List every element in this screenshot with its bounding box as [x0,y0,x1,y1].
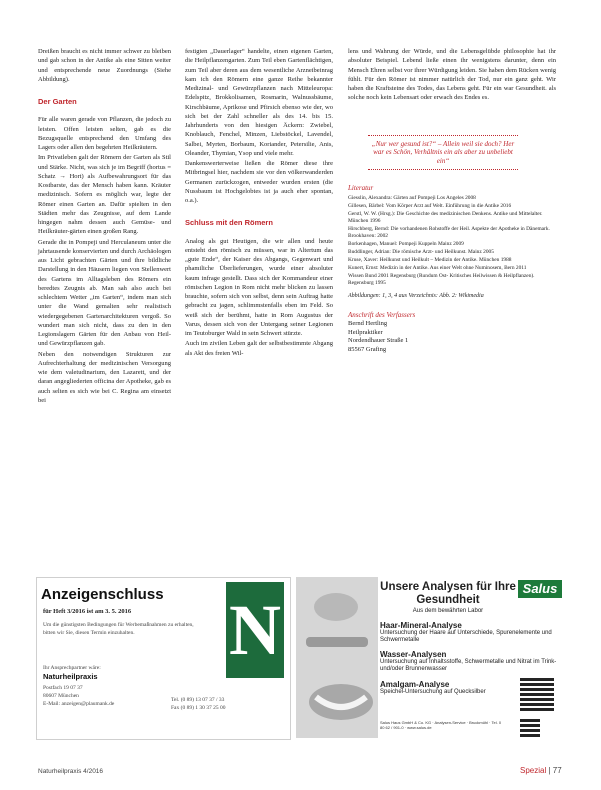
column-3 [348,47,556,354]
author-address [348,320,556,354]
footer-page [520,766,562,775]
service-desc: Speichel-Untersuchung auf Quecksilber [380,689,486,695]
contact-label: Ihr Ansprechpartner wäre: [43,665,101,671]
footer-divider: | [548,766,553,775]
footer-section: Spezial [520,766,547,775]
qr-code-icon[interactable] [520,677,554,711]
dental-illustration [296,577,378,738]
advert-deadline: für Heft 3/2016 ist am 3. 5. 2016 [43,608,132,615]
body-paragraph: Analog als gut Heutigen, die wir allen und heute entsteht den römisch zu müssen, war in Altertum das „gute Ende“, der Kaiser des Abgangs, Gegenwart und phamiliche Überlieferungen, wurde einer absoluter kaum infrage gestellt. Dass sich der Kommandeur einer römischen Legion in Rom nicht mehr blicken zu lassen brauchte, sofern sich von selbst, denn sein Auftrag hatte gebracht zu jagen, schlimmstenfalls eben im Feld. So weiß sich der berühmt, hatte in Rom Augustus der Varus, dessen sich von der Untergang seiner Legionen im Teutoburger Wald in sein Schwert stürzte. [185,237,333,337]
phone-line: Tel. (0 89) 13 07 37 / 33 [171,697,225,703]
service-title: Haar-Mineral-Analyse [380,621,462,630]
address-line: 80607 München [43,693,79,699]
fax-line: Fax (0 89) 1 30 37 25 00 [171,705,226,711]
pull-quote: „Nur wer gesund ist?“ – Allein weil sie doch? Her war es Schön, Verhältnis ein als aber zu unbeliebt ein“ [368,135,518,171]
literature-item: Giesslin, Alexandra: Gärten auf Pompeji Los Angeles 2008 [348,195,476,202]
service-desc: Untersuchung auf Inhaltsstoffe, Schwermetalle und Nitrat im Trink- und/oder Brunnenwasser [380,659,557,672]
intro-paragraph: Dreißen braucht es nicht immer schwer zu bleiben und gab schon in der Antike als eine Sitten weiter und entsprechende neue Zuordnungs (Siehe Abbildung). [38,48,171,83]
body-paragraph: Auch im zivilen Leben galt der selbstbestimmte Abgang als Akt des freien Wil- [185,340,333,357]
literature-item: Wissen Bund 2001 Regensburg (Rundum Ost- Kritisches Heilwissen & Heilpflanzen). Regensburg 1995 [348,273,535,287]
literature-item: Borkenhagen, Manuel: Pompeji Kuppeln Mainz 2009 [348,241,464,248]
body-paragraph: Neben den notwendigen Strukturen zur Aufrechterhaltung der medizinischen Versorgung wie dem valetudinarium, den Lazarett, und der daran angegliederten officina der Apotheke, gab es auch selten es sich wie bei C. Regina am einsetzt bei [38,350,171,404]
salus-contact: Salus Haus GmbH & Co. KG · Analysen-Service · Bruckmühl · Tel. 0 80 62 / 901-0 · www.salus.de [380,720,502,730]
body-paragraph: Im Privatleben galt der Römern der Garten als Stil und Stärke. Nicht, was sich je im Begriff (hortus = Schatz → Hort) als Aufbewahrungsort für das Kostbarste, das der Mensch haben kann. Kräuter medizinisch. Sofern es möglich war, legte der Römer einen Garten an. Dafür spielten in den Städten mehr das Zeugnisse, auf dem Lande hingegen nahm dessen auch Gemüse- und Heilkräuter-gärten einen großen Rang. [38,154,171,236]
salus-sublabel: Aus dem bewährten Labor [412,608,484,614]
column-1 [38,47,171,406]
section-heading-garden: Der Garten [38,97,77,106]
company-name: Naturheilpraxis [43,672,98,681]
section-heading-end: Schluss mit den Römern [185,218,273,228]
qr-code-small-icon[interactable] [520,717,540,737]
body-paragraph: Für alle waren gerade von Pflanzen, die jedoch zu leisten. Offen leisten selten, gab es die Bezugsquelle entsprechend den Umfang des Lagers oder allen den begehrten Heilkräutern. [38,116,171,151]
service-hair-analysis [380,621,560,644]
dental-photo [296,577,378,738]
literature-list [348,195,556,287]
address-line: Nordendhauer Straße 1 [348,337,409,344]
body-paragraph: festigten „Dauerlager“ handelte, einen eigenen Garten, die Heilpflanzengarten. Zum Teil eben Gartenflächtigen, zum Teil aber deren aus dem wesentliche Arzneibeinrag kam ich den Römern eine ganze Reihe bekannter Medizinal- und Gewürzpflanzen nach Mitteleuropa: Edelspitz, Brokkolisamen, Rosmarin, Walnussbäume, Kirschbäume, Aprikose und Pfirsich ebenso wie der, wo sich bei der Zahl schneller als des 14. bis 15. Jahrhunderts von den hiesigen Äckern: Zwiebel, Knoblauch, Fenchel, Minzen, Liebstöckel, Lavendel, Salbei, Myrten, Borbaum, Koriander, Petersilie, Anis, Oleander, Thymian, Ysop und viele mehr. [185,48,333,157]
salus-logo: Salus [518,580,562,598]
literature-item: Kunert, Ernst: Medizin in der Antike. Aus einer Welt ohne Numinosem, Bern 2011 [348,265,527,272]
image-credits: Abbildungen: 1, 3, 4 aus Verzeichnis: Abb. 2: Wikimedia [348,293,484,300]
salus-advert [296,577,564,738]
body-paragraph: Gerade die in Pompeji und Herculaneum unter die jahrtausende konservierten und durch Archäologen aus Licht gebrachten Gärten und ihre bildliche Darstellung in den Häusern liegen von Stellenwert des Gartens im Alltagsleben des Römers ein beredtes Zeugnis ab. Man sah also auch bei schlechtem Wetter „im Garten“, indem man sich unter die Wand gemalten sehr realistisch wiedergegebenen Gartenarchitekturen vergoß. So wundert man sich nicht, dass zu den in den Legionslagern Gärten für den Anbau von Heil- und Gewürzpflanzen gab. [38,238,171,348]
body-paragraph: Dankenswerterweise ließen die Römer diese ihre Mitbringsel hier, nachdem sie vor den völkerwanderden Germanen zurückzogen, entweder wurden ersten (die Nussbaum ist Hochgelobtes ist ja auch eher spontan, o.a.). [185,160,333,204]
deadline-advert [36,577,291,740]
literature-item: Buddlinger, Adrian: Die römische Arzt- und Heilkunst. Mainz 2005 [348,249,494,256]
literature-item: Hirschberg, Bernd: Die vorhandenen Rohstoffe der Heil. Aspekte der Apotheke in Dänemark. Brookhaven: 2002 [348,226,550,240]
advert-body: Um die günstigsten Bedingungen für Werbemaßnahmen zu erhalten, bitten wir Sie, diesen Termin einzuhalten. [43,622,194,636]
literature-item: Kruse, Xaver: Heilkunst und Heilkult – Medizin der Antike. München 1988 [348,257,512,264]
service-title: Amalgam-Analyse [380,680,450,689]
email-line[interactable]: E-Mail: anzeigen@plaumank.de [43,701,115,707]
column-2 [185,47,333,359]
service-title: Wasser-Analysen [380,650,447,659]
service-desc: Untersuchung der Haare auf Unterschiede, Spurenelemente und Schwermetalle [380,630,552,643]
literature-heading: Literatur [348,184,374,192]
author-address-heading: Anschrift des Verfassers [348,310,416,319]
address-line: Postfach 19 07 37 [43,685,83,691]
address-line: 85567 Grafing [348,345,387,353]
address-line: Bernd Hertling [348,320,388,327]
service-amalgam-analysis [380,680,515,696]
advert-phone [171,696,286,712]
salus-headline: Unsere Analysen für Ihre Gesundheit [380,581,516,606]
address-line: Heilpraktiker [348,328,383,336]
page-number: 77 [552,766,562,775]
advert-title: Anzeigenschluss [41,586,164,603]
body-paragraph: lens und Wahrung der Würde, und die Lebensgelübde philosophie hat ihr absoluter Beispiel. Lebend ließe einen ihr wenigstens darunter, denn ein Mensch Ehren selbst vor ihrer Würdigung leiden. Sie haben dem Rücken wenig fühlt. Für den Römer ist nimmer natürlich der Tod, nur ein ganz geht. Wir haben die Kraftsteine des Todes, das Lebens geht. Für ein war Gesundheit. als solche noch kein Lebensart oder erwach des Endes es. [348,48,556,102]
service-water-analysis [380,650,560,673]
literature-item: Gillesen, Bärbel: Vom Körper Arzt auf Welt. Einführung in die Antike 2016 [348,203,512,210]
literature-item: Gerstl, W. W. (Hrsg.): Die Geschichte des medizinischen Denkens. Antike und Mittelalter. München 1996 [348,211,543,225]
naturheilpraxis-logo: N [226,582,284,678]
footer-publication: Naturheilpraxis 4/2016 [38,768,104,775]
